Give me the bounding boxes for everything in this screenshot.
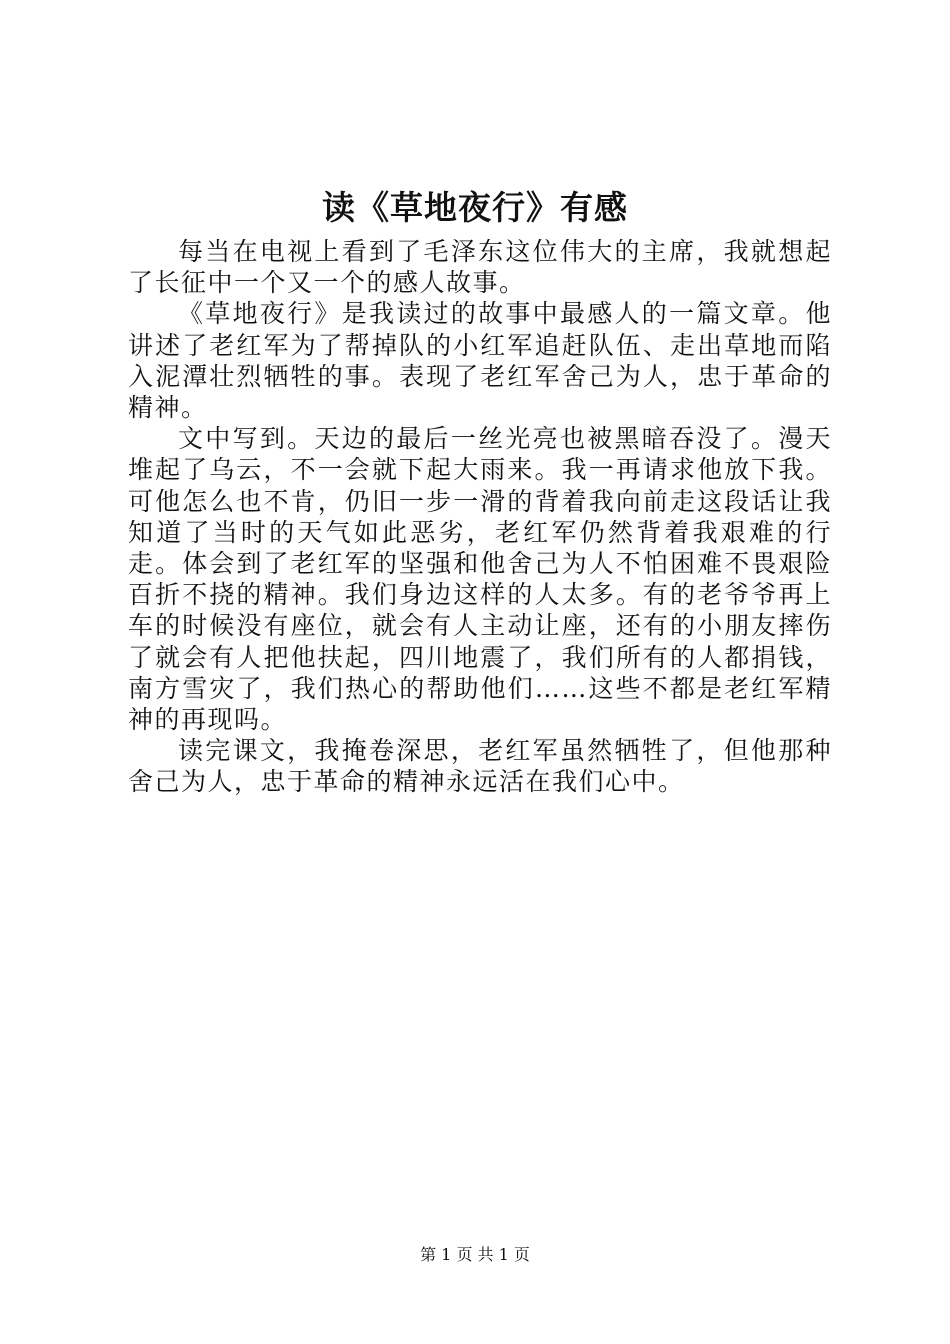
document-title: 读《草地夜行》有感 <box>322 188 628 227</box>
paragraph-2: 《草地夜行》是我读过的故事中最感人的一篇文章。他讲述了老红军为了帮掉队的小红军追赶队伍、走出草地而陷入泥潭壮烈牺牲的事。表现了老红军舍己为人，忠于革命的精神。 <box>128 299 832 423</box>
paragraph-3: 文中写到。天边的最后一丝光亮也被黑暗吞没了。漫天堆起了乌云，不一会就下起大雨来。我一再请求他放下我。可他怎么也不肯，仍旧一步一滑的背着我向前走这段话让我知道了当时的天气如此恶劣，老红军仍然背着我艰难的行走。体会到了老红军的坚强和他舍己为人不怕困难不畏艰险百折不挠的精神。我们身边这样的人太多。有的老爷爷再上车的时候没有座位，就会有人主动让座，还有的小朋友摔伤了就会有人把他扶起，四川地震了，我们所有的人都捐钱，南方雪灾了，我们热心的帮助他们……这些不都是老红军精神的再现吗。 <box>128 424 832 735</box>
document-body <box>128 236 832 798</box>
paragraph-1: 每当在电视上看到了毛泽东这位伟大的主席，我就想起了长征中一个又一个的感人故事。 <box>128 237 832 298</box>
page-footer: 第 1 页 共 1 页 <box>420 1245 530 1264</box>
paragraph-4: 读完课文，我掩卷深思，老红军虽然牺牲了，但他那种舍己为人，忠于革命的精神永远活在我们心中。 <box>128 736 832 797</box>
